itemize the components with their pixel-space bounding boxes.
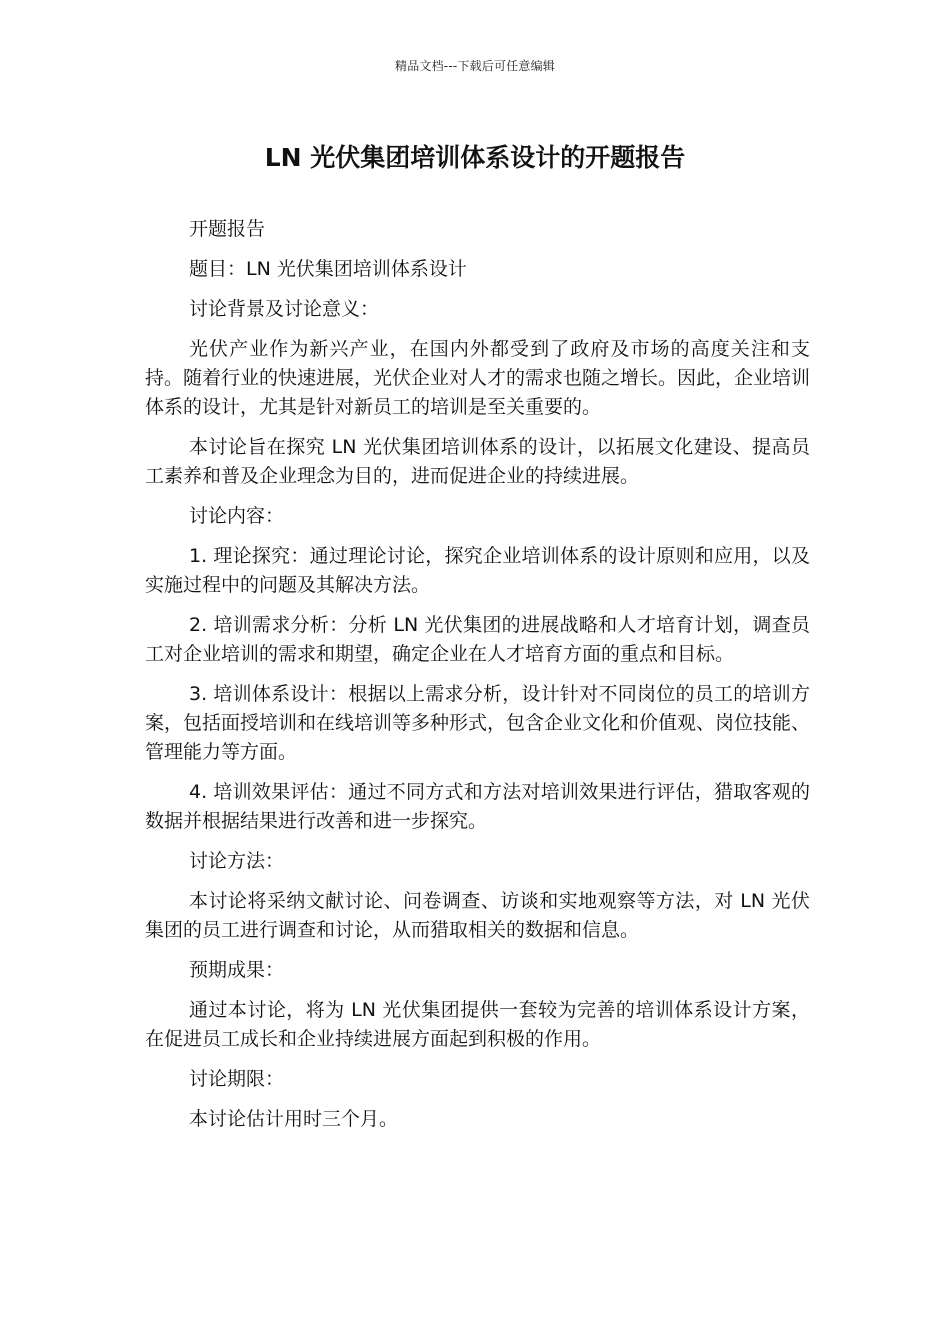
document-body <box>145 215 810 1145</box>
document-title: LN 光伏集团培训体系设计的开题报告 <box>264 143 686 172</box>
section-heading-content: 讨论内容： <box>189 505 285 527</box>
paragraph-method: 本讨论将采纳文献讨论、问卷调查、访谈和实地观察等方法，对 LN 光伏集团的员工进行调查和讨论，从而猎取相关的数据和信息。 <box>145 890 810 941</box>
section-heading-results: 预期成果： <box>189 959 285 981</box>
list-item-evaluation: 4. 培训效果评估：通过不同方式和方法对培训效果进行评估，猎取客观的数据并根据结果进行改善和进一步探究。 <box>145 781 810 832</box>
paragraph-background: 光伏产业作为新兴产业，在国内外都受到了政府及市场的高度关注和支持。随着行业的快速进展，光伏企业对人才的需求也随之增长。因此，企业培训体系的设计，尤其是针对新员工的培训是至关重要的。 <box>145 338 811 418</box>
section-heading-method: 讨论方法： <box>189 850 285 872</box>
paragraph-results: 通过本讨论，将为 LN 光伏集团提供一套较为完善的培训体系设计方案，在促进员工成长和企业持续进展方面起到积极的作用。 <box>145 999 810 1050</box>
list-item-theory: 1. 理论探究：通过理论讨论，探究企业培训体系的设计原则和应用，以及实施过程中的问题及其解决方法。 <box>145 545 810 596</box>
header-note: 精品文档---下载后可任意编辑 <box>395 59 555 73</box>
list-item-system-design: 3. 培训体系设计：根据以上需求分析，设计针对不同岗位的员工的培训方案，包括面授培训和在线培训等多种形式，包含企业文化和价值观、岗位技能、管理能力等方面。 <box>145 683 811 763</box>
paragraph-purpose: 本讨论旨在探究 LN 光伏集团培训体系的设计，以拓展文化建设、提高员工素养和普及企业理念为目的，进而促进企业的持续进展。 <box>145 436 810 487</box>
paragraph-period: 本讨论估计用时三个月。 <box>189 1108 399 1130</box>
section-heading-period: 讨论期限： <box>189 1068 285 1090</box>
section-heading-background: 讨论背景及讨论意义： <box>189 298 380 320</box>
list-item-needs-analysis: 2. 培训需求分析：分析 LN 光伏集团的进展战略和人才培育计划，调查员工对企业培训的需求和期望，确定企业在人才培育方面的重点和目标。 <box>145 614 810 665</box>
paragraph-topic: 题目：LN 光伏集团培训体系设计 <box>189 258 467 280</box>
paragraph-heading: 开题报告 <box>189 218 266 240</box>
